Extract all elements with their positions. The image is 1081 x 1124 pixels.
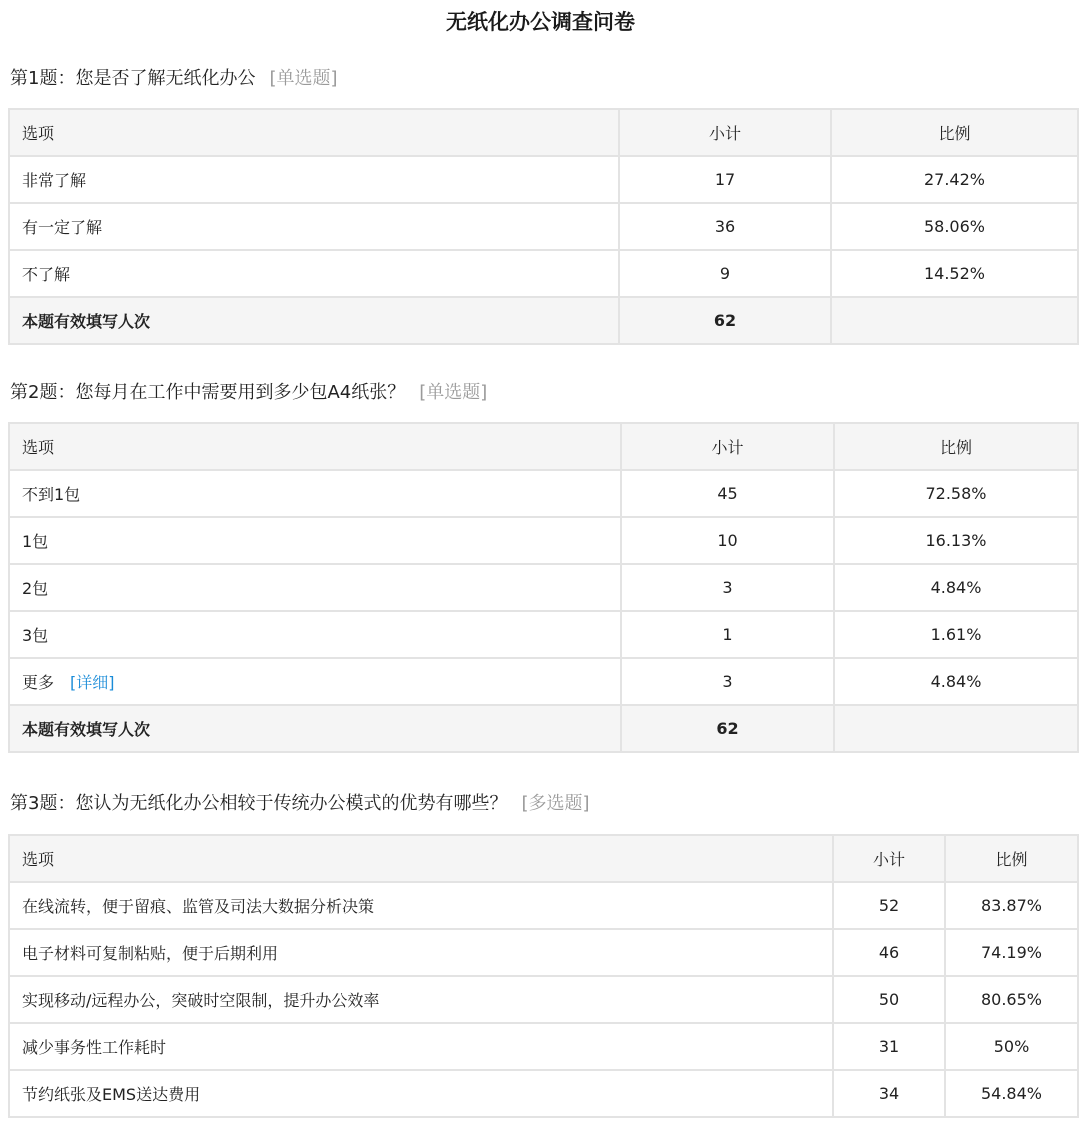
count-cell: 9 bbox=[619, 250, 831, 297]
header-count: 小计 bbox=[619, 109, 831, 156]
total-row bbox=[9, 705, 1078, 752]
ratio-cell: 16.13% bbox=[834, 517, 1078, 564]
option-cell: 2包 bbox=[9, 564, 621, 611]
total-ratio-empty bbox=[834, 705, 1078, 752]
table-row bbox=[9, 882, 1078, 929]
count-cell: 50 bbox=[833, 976, 945, 1023]
question-3-table bbox=[8, 834, 1079, 1118]
count-cell: 46 bbox=[833, 929, 945, 976]
question-3-title: 第3题：您认为无纸化办公相较于传统办公模式的优势有哪些？ bbox=[10, 793, 508, 814]
option-cell: 3包 bbox=[9, 611, 621, 658]
page-title: 无纸化办公调查问卷 bbox=[446, 10, 635, 34]
ratio-cell: 54.84% bbox=[945, 1070, 1078, 1117]
total-ratio-empty bbox=[831, 297, 1078, 344]
option-cell bbox=[9, 658, 621, 705]
option-cell: 电子材料可复制粘贴，便于后期利用 bbox=[9, 929, 833, 976]
question-1-title: 第1题：您是否了解无纸化办公 bbox=[10, 68, 256, 89]
option-cell: 不了解 bbox=[9, 250, 619, 297]
ratio-cell: 83.87% bbox=[945, 882, 1078, 929]
table-row bbox=[9, 929, 1078, 976]
ratio-cell: 14.52% bbox=[831, 250, 1078, 297]
header-option: 选项 bbox=[9, 109, 619, 156]
table-row bbox=[9, 517, 1078, 564]
question-1-type: [单选题] bbox=[269, 68, 338, 89]
ratio-cell: 4.84% bbox=[834, 658, 1078, 705]
option-cell: 非常了解 bbox=[9, 156, 619, 203]
table-row bbox=[9, 250, 1078, 297]
option-cell: 1包 bbox=[9, 517, 621, 564]
ratio-cell: 80.65% bbox=[945, 976, 1078, 1023]
ratio-cell: 4.84% bbox=[834, 564, 1078, 611]
count-cell: 52 bbox=[833, 882, 945, 929]
count-cell: 17 bbox=[619, 156, 831, 203]
ratio-cell: 1.61% bbox=[834, 611, 1078, 658]
ratio-cell: 72.58% bbox=[834, 470, 1078, 517]
option-cell: 在线流转，便于留痕、监管及司法大数据分析决策 bbox=[9, 882, 833, 929]
table-header-row bbox=[9, 109, 1078, 156]
question-1-heading bbox=[10, 64, 338, 94]
question-2-heading bbox=[10, 378, 487, 408]
option-cell: 节约纸张及EMS送达费用 bbox=[9, 1070, 833, 1117]
table-row bbox=[9, 470, 1078, 517]
question-3-heading bbox=[10, 789, 590, 819]
ratio-cell: 74.19% bbox=[945, 929, 1078, 976]
table-row bbox=[9, 564, 1078, 611]
option-text: 更多 bbox=[22, 673, 55, 692]
question-2-table bbox=[8, 422, 1079, 753]
count-cell: 1 bbox=[621, 611, 834, 658]
ratio-cell: 27.42% bbox=[831, 156, 1078, 203]
table-row bbox=[9, 611, 1078, 658]
option-cell: 有一定了解 bbox=[9, 203, 619, 250]
header-ratio: 比例 bbox=[945, 835, 1078, 882]
option-cell: 不到1包 bbox=[9, 470, 621, 517]
count-cell: 45 bbox=[621, 470, 834, 517]
header-option: 选项 bbox=[9, 835, 833, 882]
total-label: 本题有效填写人次 bbox=[9, 297, 619, 344]
count-cell: 3 bbox=[621, 564, 834, 611]
table-row bbox=[9, 203, 1078, 250]
total-count: 62 bbox=[619, 297, 831, 344]
question-3-type: [多选题] bbox=[521, 793, 590, 814]
table-header-row bbox=[9, 423, 1078, 470]
total-label: 本题有效填写人次 bbox=[9, 705, 621, 752]
total-count: 62 bbox=[621, 705, 834, 752]
question-2-title: 第2题：您每月在工作中需要用到多少包A4纸张？ bbox=[10, 382, 406, 403]
table-row bbox=[9, 156, 1078, 203]
header-ratio: 比例 bbox=[831, 109, 1078, 156]
header-ratio: 比例 bbox=[834, 423, 1078, 470]
count-cell: 34 bbox=[833, 1070, 945, 1117]
ratio-cell: 58.06% bbox=[831, 203, 1078, 250]
table-header-row bbox=[9, 835, 1078, 882]
header-count: 小计 bbox=[621, 423, 834, 470]
count-cell: 10 bbox=[621, 517, 834, 564]
header-option: 选项 bbox=[9, 423, 621, 470]
table-row bbox=[9, 976, 1078, 1023]
question-1-table bbox=[8, 108, 1079, 345]
count-cell: 3 bbox=[621, 658, 834, 705]
option-cell: 减少事务性工作耗时 bbox=[9, 1023, 833, 1070]
total-row bbox=[9, 297, 1078, 344]
question-2-type: [单选题] bbox=[419, 382, 488, 403]
detail-link[interactable]: [详细] bbox=[70, 673, 115, 692]
table-row bbox=[9, 1070, 1078, 1117]
ratio-cell: 50% bbox=[945, 1023, 1078, 1070]
option-cell: 实现移动/远程办公，突破时空限制，提升办公效率 bbox=[9, 976, 833, 1023]
count-cell: 31 bbox=[833, 1023, 945, 1070]
count-cell: 36 bbox=[619, 203, 831, 250]
header-count: 小计 bbox=[833, 835, 945, 882]
table-row bbox=[9, 1023, 1078, 1070]
table-row bbox=[9, 658, 1078, 705]
